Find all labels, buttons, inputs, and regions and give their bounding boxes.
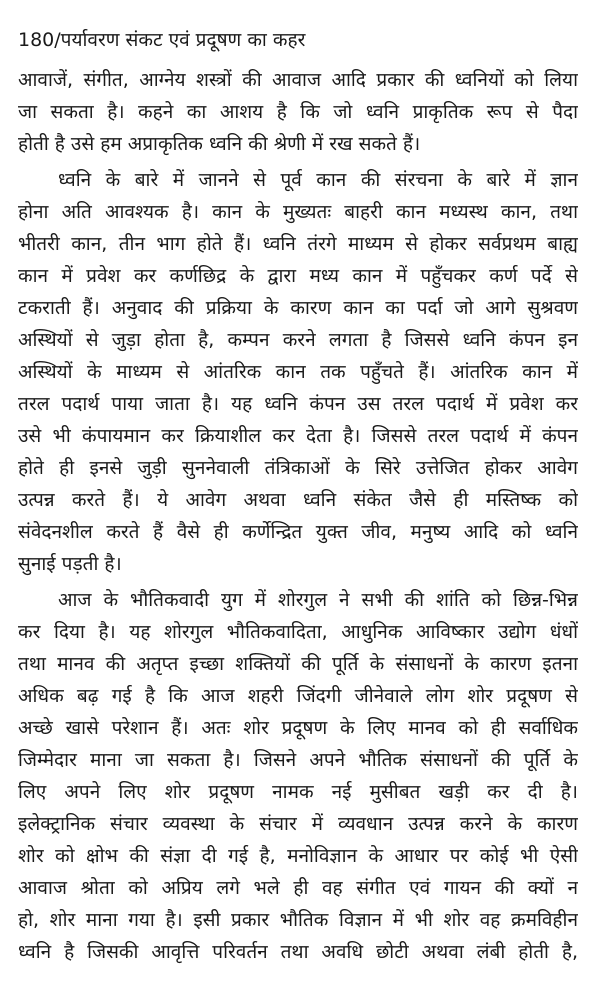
text-line: अस्थियों से जुड़ा होता है, कम्पन करने लगता है जिससे ध्वनि कंपन इन xyxy=(18,329,578,351)
text-line: ध्वनि है जिसकी आवृत्ति परिवर्तन तथा अवधि छोटी अथवा लंबी होती है, xyxy=(18,941,578,963)
text-line: उत्पन्न करते हैं। ये आवेग अथवा ध्वनि संकेत जैसे ही मस्तिष्क को xyxy=(18,489,578,511)
text-line: इलेक्ट्रानिक संचार व्यवस्था के संचार में व्यवधान उत्पन्न करने के कारण xyxy=(18,813,578,835)
text-line: अधिक बढ़ गई है कि आज शहरी जिंदगी जीनेवाले लोग शोर प्रदूषण से xyxy=(18,685,578,707)
text-line: होते ही इनसे जुड़ी सुननेवाली तंत्रिकाओं के सिरे उत्तेजित होकर आवेग xyxy=(18,457,578,479)
text-line: हो, शोर माना गया है। इसी प्रकार भौतिक विज्ञान में भी शोर वह क्रमविहीन xyxy=(18,909,578,931)
text-line: उसे भी कंपायमान कर क्रियाशील कर देता है। जिससे तरल पदार्थ में कंपन xyxy=(18,425,578,447)
text-line: जिम्मेदार माना जा सकता है। जिसने अपने भौतिक संसाधनों की पूर्ति के xyxy=(18,749,578,771)
text-line: अच्छे खासे परेशान हैं। अतः शोर प्रदूषण के लिए मानव को ही सर्वाधिक xyxy=(18,717,578,739)
text-line: तरल पदार्थ पाया जाता है। यह ध्वनि कंपन उस तरल पदार्थ में प्रवेश कर xyxy=(18,393,578,415)
text-line: आवाज श्रोता को अप्रिय लगे भले ही वह संगीत एवं गायन की क्यों न xyxy=(18,877,578,899)
text-line: लिए अपने लिए शोर प्रदूषण नामक नई मुसीबत खड़ी कर दी है। xyxy=(18,781,578,803)
text-line: अस्थियों के माध्यम से आंतरिक कान तक पहुँचते हैं। आंतरिक कान में xyxy=(18,361,578,383)
text-line: आज के भौतिकवादी युग में शोरगुल ने सभी की शांति को छिन्न-भिन्न xyxy=(58,589,578,611)
text-line: भीतरी कान, तीन भाग होते हैं। ध्वनि तंरगे माध्यम से होकर सर्वप्रथम बाह्य xyxy=(18,233,578,255)
text-line: होना अति आवश्यक है। कान के मुख्यतः बाहरी कान मध्यस्थ कान, तथा xyxy=(18,201,578,223)
paragraph-1 xyxy=(18,64,578,160)
paragraph-2 xyxy=(18,164,578,580)
text-line: शोर को क्षोभ की संज्ञा दी गई है, मनोविज्ञान के आधार पर कोई भी ऐसी xyxy=(18,845,578,867)
document-page xyxy=(18,24,578,968)
text-line: संवेदनशील करते हैं वैसे ही कर्णेन्द्रित युक्त जीव, मनुष्य आदि को ध्वनि xyxy=(18,521,578,543)
text-line: होती है उसे हम अप्राकृतिक ध्वनि की श्रेणी में रख सकते हैं। xyxy=(18,133,421,155)
text-line: आवाजें, संगीत, आग्नेय शस्त्रों की आवाज आदि प्रकार की ध्वनियों को लिया xyxy=(18,69,578,91)
text-line: ध्वनि के बारे में जानने से पूर्व कान की संरचना के बारे में ज्ञान xyxy=(58,169,578,191)
running-header: 180/पर्यावरण संकट एवं प्रदूषण का कहर xyxy=(18,29,306,51)
text-line: जा सकता है। कहने का आशय है कि जो ध्वनि प्राकृतिक रूप से पैदा xyxy=(18,101,578,123)
text-line: सुनाई पड़ती है। xyxy=(18,553,122,575)
paragraph-3 xyxy=(18,584,578,968)
text-line: तथा मानव की अतृप्त इच्छा शक्तियों की पूर्ति के संसाधनों के कारण इतना xyxy=(18,653,578,675)
text-line: टकराती हैं। अनुवाद की प्रक्रिया के कारण कान का पर्दा जो आगे सुश्रवण xyxy=(18,297,578,319)
text-line: कर दिया है। यह शोरगुल भौतिकवादिता, आधुनिक आविष्कार उद्योग धंधों xyxy=(18,621,578,643)
text-line: कान में प्रवेश कर कर्णछिद्र के द्वारा मध्य कान में पहुँचकर कर्ण पर्दे से xyxy=(18,265,578,287)
